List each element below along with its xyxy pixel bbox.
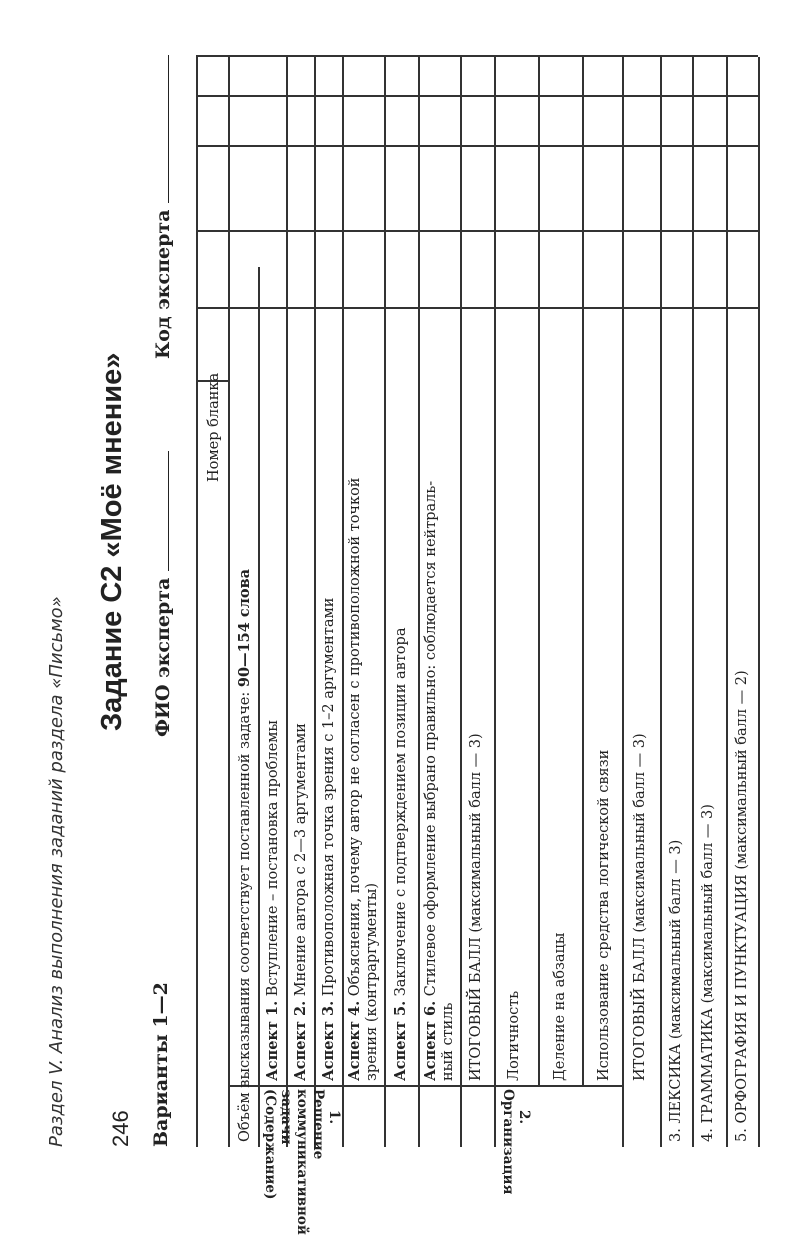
table-line — [196, 231, 758, 233]
table-line — [622, 57, 624, 1147]
table-line — [460, 57, 462, 1147]
variants-label: Варианты 1—2 — [150, 982, 172, 1147]
aspect-row: Аспект 4. Объяснения, почему автор не согласен с противоположной точкой зрения (контраргументы) — [346, 477, 380, 1081]
table-line — [196, 96, 758, 98]
expert-code-label: Код эксперта — [150, 55, 174, 359]
criterion-row: 3. ЛЕКСИКА (максимальный балл — 3) — [668, 839, 684, 1142]
table-line — [314, 57, 316, 1147]
criterion-row: 5. ОРФОГРАФИЯ И ПУНКТУАЦИЯ (максимальный балл — 2) — [734, 670, 750, 1142]
aspect-row: Аспект 2. Мнение автора с 2—3 аргументами — [292, 723, 309, 1081]
table-line — [196, 57, 198, 1147]
table-line — [538, 57, 540, 1087]
expert-name-label: ФИО эксперта — [150, 451, 174, 737]
table-line — [196, 146, 758, 148]
table-line — [228, 57, 230, 1147]
aspect-row: Аспект 5. Заключение с подтверждением позиции автора — [392, 627, 409, 1081]
table-line — [660, 57, 662, 1147]
page-number: 246 — [108, 1110, 133, 1147]
table-line — [286, 57, 288, 1147]
org-item: Деление на абзацы — [552, 932, 568, 1081]
table-line — [758, 57, 760, 1147]
group-1-label: 1. Решение коммуникативной задачи (Содержание) — [262, 1089, 342, 1235]
table-line — [196, 56, 758, 58]
table-line — [418, 57, 420, 1147]
total-score-2: ИТОГОВЫЙ БАЛЛ (максимальный балл — 3) — [632, 733, 648, 1081]
page-title: Задание С2 «Моё мнение» — [96, 352, 128, 731]
table-line — [196, 308, 758, 310]
criterion-row: 4. ГРАММАТИКА (максимальный балл — 3) — [700, 804, 716, 1142]
section-header: Раздел V. Анализ выполнения заданий раздела «Письмо» — [46, 596, 67, 1147]
table-line — [726, 57, 728, 1147]
aspect-row: Аспект 3. Противоположная точка зрения с 1–2 аргументами — [320, 597, 337, 1081]
group-2-label: 2. Организация — [500, 1089, 532, 1195]
table-line — [692, 57, 694, 1147]
aspect-row: Аспект 1. Вступление – постановка проблемы — [264, 720, 281, 1081]
volume-row: Объём высказывания соответствует поставленной задаче: 90—154 слова — [236, 568, 253, 1142]
org-item: Использование средства логической связи — [596, 749, 612, 1081]
table-line — [228, 1086, 622, 1088]
table-line — [342, 57, 344, 1147]
table-line — [258, 267, 260, 1147]
aspect-row: Аспект 6. Стилевое оформление выбрано правильно: соблюдается нейтраль- ный стиль — [422, 480, 456, 1081]
form-number-label: Номер бланка — [206, 372, 222, 482]
total-score-1: ИТОГОВЫЙ БАЛЛ (максимальный балл — 3) — [468, 733, 484, 1081]
table-line — [582, 57, 584, 1087]
table-line — [494, 57, 496, 1147]
table-line — [384, 57, 386, 1147]
org-item: Логичность — [506, 990, 522, 1081]
